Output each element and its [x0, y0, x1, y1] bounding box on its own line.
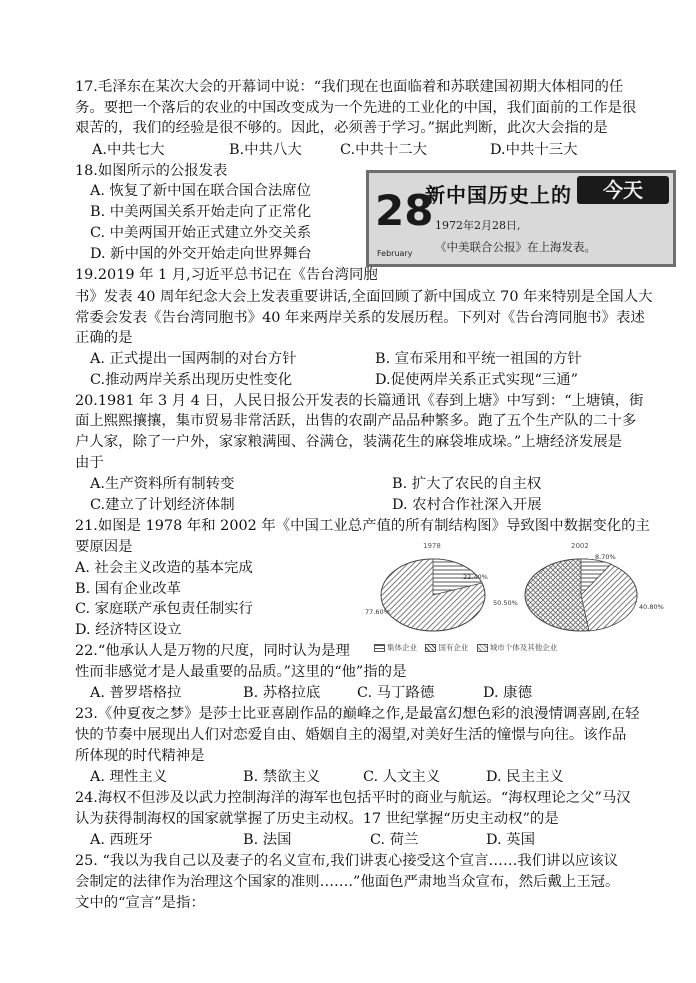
- pie-1978-label-state: 77.60%: [365, 608, 390, 616]
- q20-option-c: C.建立了计划经济体制: [90, 497, 235, 513]
- q18-option-a: A. 恢复了新中国在联合国合法席位: [90, 183, 312, 199]
- q25-line-3: 文中的“宣言”是指：: [75, 895, 205, 911]
- chart-legend: [368, 642, 557, 653]
- q19-line-2: 书》发表 40 周年纪念大会上发表重要讲话,全面回顾了新中国成立 70 年来特别是全国人大: [75, 289, 653, 305]
- q23-option-c: C. 人文主义: [363, 769, 441, 785]
- pie-2002-label-private: 50.50%: [493, 599, 518, 607]
- q24-line-1: 24.海权不但涉及以武力控制海洋的海军也包括平时的商业与航运。“海权理论之父”马汉: [75, 790, 631, 806]
- q24-option-c: C. 荷兰: [370, 832, 419, 848]
- q17-option-c: C.中共十二大: [340, 142, 428, 158]
- q23-option-b: B. 禁欲主义: [243, 769, 321, 785]
- q19-line-4: 正确的是: [75, 330, 133, 346]
- pie-chart-svg: [363, 540, 683, 640]
- q19-option-d: D.促使两岸关系正式实现“三通”: [375, 372, 579, 388]
- q21-line-2: 要原因是: [75, 539, 133, 555]
- q18-stem: 18.如图所示的公报发表: [75, 163, 228, 179]
- q18-option-b: B. 中美两国关系开始走向了正常化: [90, 204, 312, 220]
- q25-line-1: 25. “我以为我自己以及妻子的名义宣布,我们讲衷心接受这个宣言……我们讲以应该议: [75, 853, 619, 869]
- ownership-structure-chart: [363, 540, 683, 658]
- q23-line-3: 所体现的时代精神是: [75, 748, 205, 764]
- news-month: February: [377, 249, 413, 258]
- q17-option-b: B.中共八大: [229, 142, 302, 158]
- q23-option-d: D. 民主主义: [486, 769, 564, 785]
- q20-option-a: A.生产资料所有制转变: [90, 476, 235, 492]
- q20-line-3: 户人家，除了一户外，家家粮满囤、谷满仓，装满花生的麻袋堆成垛。”上塘经济发展是: [75, 434, 623, 450]
- q19-option-b: B. 宣布采用和平统一祖国的方针: [375, 351, 582, 367]
- q21-option-b: B. 国有企业改革: [75, 581, 182, 597]
- q20-option-d: D. 农村合作社深入开展: [392, 497, 542, 513]
- q19-line-1: 19.2019 年 1 月,习近平总书记在《告台湾同胞: [75, 267, 378, 283]
- q18-option-d: D. 新中国的外交开始走向世界舞台: [90, 246, 312, 262]
- q19-option-a: A. 正式提出一国两制的对台方针: [90, 351, 297, 367]
- q20-line-4: 由于: [75, 455, 104, 471]
- q23-option-a: A. 理性主义: [90, 769, 168, 785]
- q23-line-1: 23.《仲夏夜之梦》是莎士比亚喜剧作品的巅峰之作,是最富幻想色彩的浪漫情调喜剧,在轻: [75, 706, 640, 722]
- legend-state: 国有企业: [438, 643, 469, 652]
- news-day-number: 28: [375, 186, 434, 235]
- q22-option-c: C. 马丁路德: [357, 685, 435, 701]
- news-today-badge: 今天: [577, 176, 669, 204]
- q22-line-2: 性而非感觉才是人最重要的品质。”这里的“他”指的是: [75, 664, 407, 680]
- q17-option-a: A.中共七大: [92, 142, 165, 158]
- legend-swatch-collective: [374, 644, 385, 652]
- pie-1978: [381, 559, 485, 631]
- pie-2002-label-collective: 8.70%: [595, 553, 616, 561]
- pie-1978-title: 1978: [423, 542, 441, 550]
- q21-line-1: 21.如图是 1978 年和 2002 年《中国工业总产值的所有制结构图》导致图中数据变化的主: [75, 518, 650, 534]
- q20-line-2: 面上熙熙攘攘，集市贸易非常活跃，出售的农副产品品种繁多。跑了五个生产队的二十多: [75, 413, 637, 429]
- pie-2002-title: 2002: [571, 542, 589, 550]
- q22-line-1: 22.“他承认人是万物的尺度，同时认为是理: [75, 643, 350, 659]
- q21-option-d: D. 经济特区设立: [75, 622, 182, 638]
- q23-line-2: 快的节奏中展现出人们对恋爱自由、婚姻自主的渴望,对美好生活的憧憬与向往。该作品: [75, 727, 627, 743]
- legend-swatch-state: [425, 644, 436, 652]
- q25-line-2: 会制定的法律作为治理这个国家的准则…….”他面色严肃地当众宣布，然后戴上王冠。: [75, 874, 620, 890]
- q20-option-b: B. 扩大了农民的自主权: [392, 476, 542, 492]
- q17-line-2: 务。要把一个落后的农业的中国改变成为一个先进的工业化的中国，我们面前的工作是很: [75, 100, 637, 116]
- q19-line-3: 常委会发表《告台湾同胞书》40 年来两岸关系的发展历程。下列对《告台湾同胞书》表述: [75, 310, 645, 326]
- pie-2002-label-state: 40.80%: [639, 603, 664, 611]
- legend-collective: 集体企业: [387, 643, 417, 652]
- q17-line-3: 艰苦的，我们的经验是很不够的。因此，必须善于学习。”据此判断，此次大会指的是: [75, 120, 608, 136]
- legend-swatch-private: [477, 644, 488, 652]
- q24-option-d: D. 英国: [486, 832, 535, 848]
- pie-2002: [525, 559, 637, 631]
- q17-line-1: 17.毛泽东在某次大会的开幕词中说：“我们现在也面临着和苏联建国初期大体相同的任: [75, 79, 624, 95]
- q24-line-2: 认为获得制海权的国家就掌握了历史主动权。17 世纪掌握“历史主动权”的是: [75, 811, 559, 827]
- q24-option-b: B. 法国: [243, 832, 292, 848]
- q17-option-d: D.中共十三大: [490, 142, 578, 158]
- legend-private: 城市个体及其他企业: [489, 643, 558, 652]
- news-text: 《中美联合公报》在上海发表。: [435, 240, 596, 254]
- q19-option-c: C.推动两岸关系出现历史性变化: [90, 372, 293, 388]
- q22-option-d: D. 康德: [483, 685, 532, 701]
- news-headline: 新中国历史上的: [425, 183, 572, 207]
- q21-option-c: C. 家庭联产承包责任制实行: [75, 601, 253, 617]
- news-date: 1972年2月28日,: [435, 219, 521, 232]
- q24-option-a: A. 西班牙: [90, 832, 153, 848]
- q21-option-a: A. 社会主义改造的基本完成: [75, 560, 253, 576]
- q20-line-1: 20.1981 年 3 月 4 日，人民日报公开发表的长篇通讯《春到上塘》中写到：“上塘镇，街: [75, 393, 644, 409]
- q18-option-c: C. 中美两国开始正式建立外交关系: [90, 225, 312, 241]
- q22-option-b: B. 苏格拉底: [243, 685, 321, 701]
- history-today-image: [366, 170, 676, 267]
- pie-1978-label-collective: 22.40%: [463, 573, 488, 581]
- q22-option-a: A. 普罗塔格拉: [90, 685, 182, 701]
